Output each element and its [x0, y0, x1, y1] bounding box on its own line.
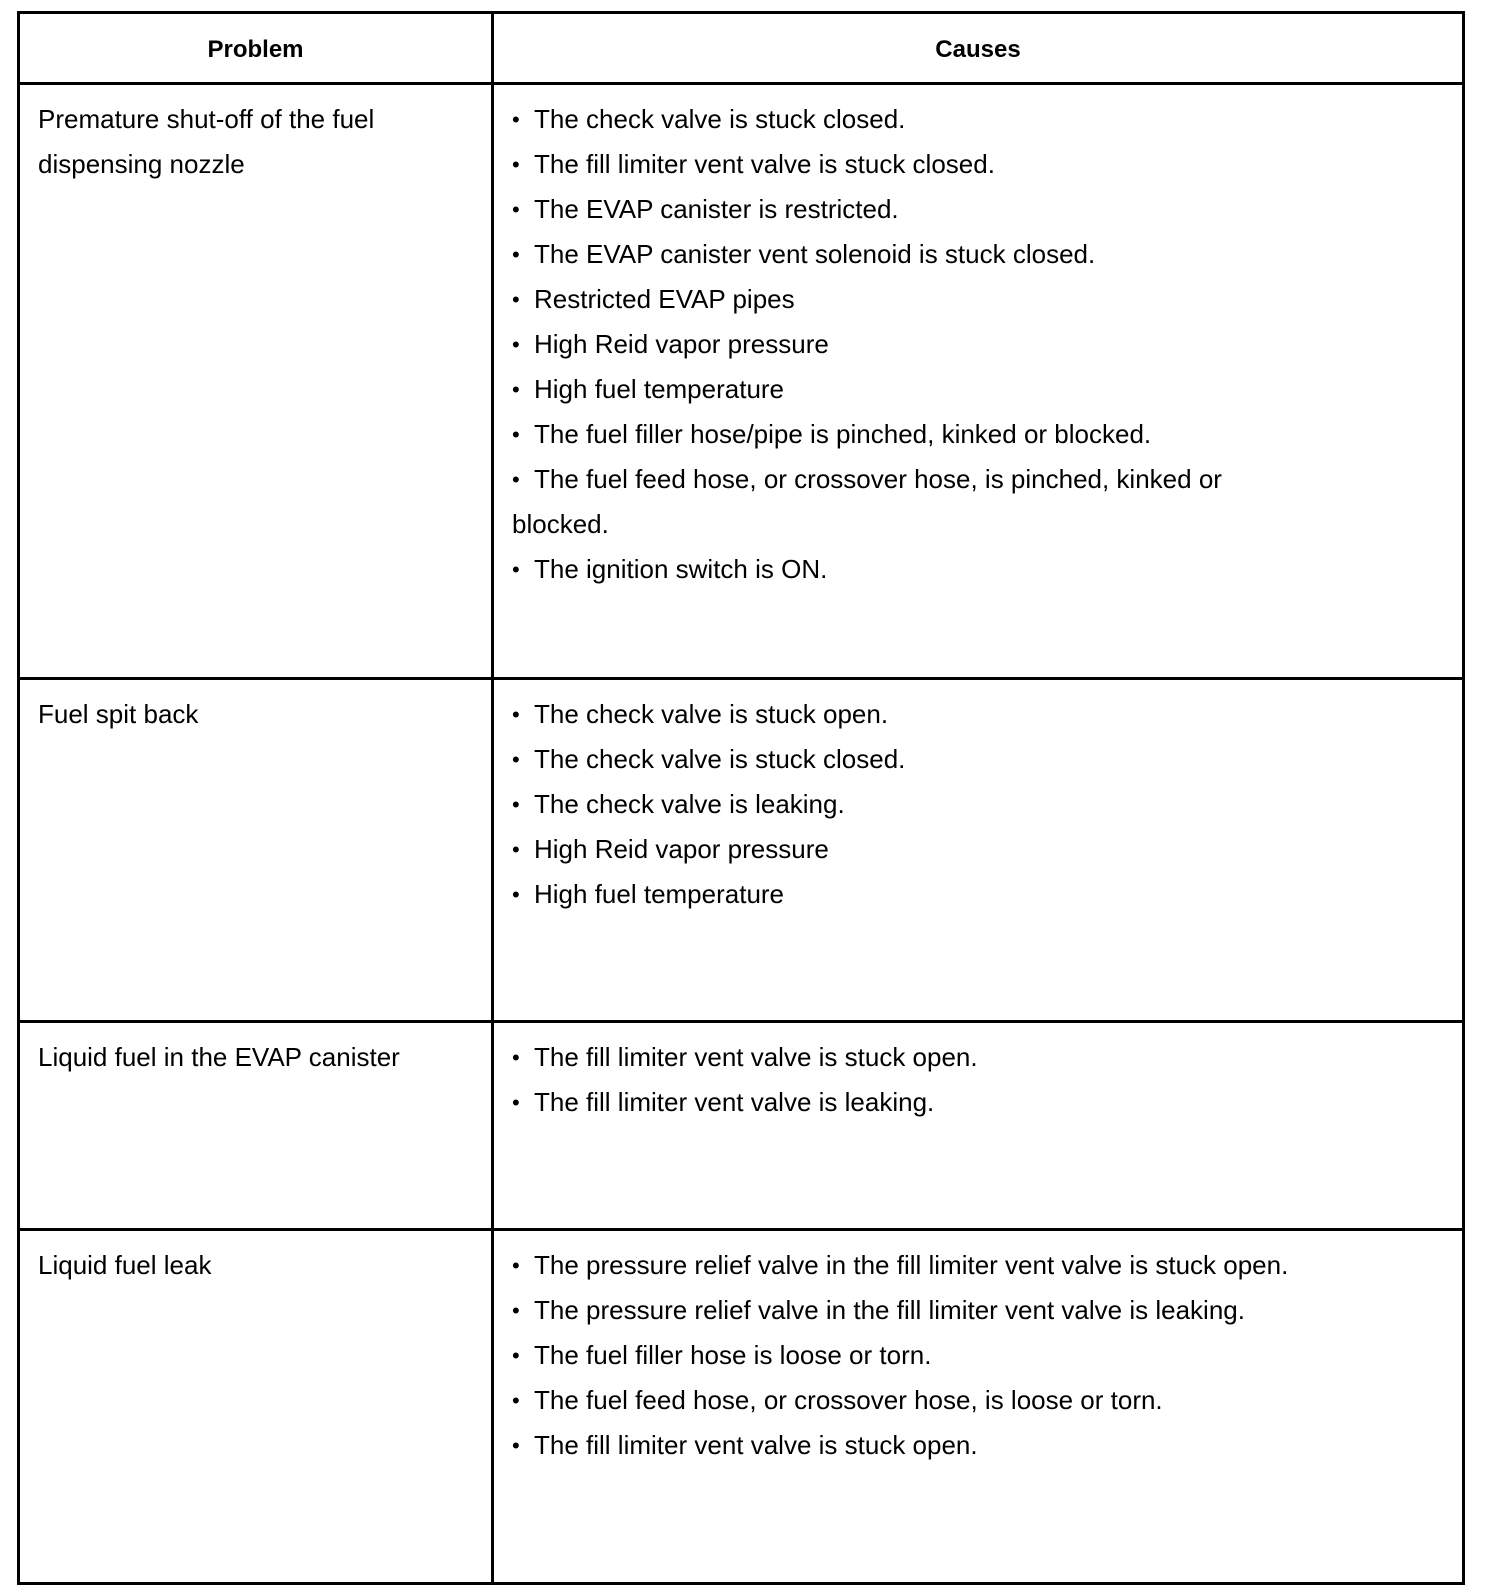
row-divider [17, 677, 1465, 680]
bullet-icon: • [512, 1253, 520, 1278]
bullet-icon: • [512, 107, 520, 132]
header-divider [17, 82, 1465, 85]
bullet-icon: • [512, 332, 520, 357]
bullet-icon: • [512, 837, 520, 862]
cause-item: • The fill limiter vent valve is leaking. [494, 1080, 1462, 1125]
cause-item: • The check valve is stuck closed. [494, 97, 1462, 142]
bullet-icon: • [512, 1343, 520, 1368]
cause-item: • High fuel temperature [494, 367, 1462, 412]
bullet-icon: • [512, 197, 520, 222]
bullet-icon: • [512, 242, 520, 267]
cause-item: • The ignition switch is ON. [494, 547, 1462, 592]
cause-item: • High Reid vapor pressure [494, 322, 1462, 367]
row-4-problem: Liquid fuel leak [38, 1250, 212, 1280]
cause-item: • The check valve is stuck open. [494, 692, 1462, 737]
row-2-causes [494, 692, 1462, 917]
row-2-problem: Fuel spit back [38, 699, 199, 729]
row-3-causes [494, 1035, 1462, 1125]
cause-item: • The fill limiter vent valve is stuck closed. [494, 142, 1462, 187]
bullet-icon: • [512, 422, 520, 447]
troubleshooting-table [17, 11, 1465, 1585]
bullet-icon: • [512, 747, 520, 772]
cause-item: • The EVAP canister is restricted. [494, 187, 1462, 232]
bullet-icon: • [512, 287, 520, 312]
cause-item: • High fuel temperature [494, 872, 1462, 917]
bullet-icon: • [512, 1298, 520, 1323]
cause-item: • The fill limiter vent valve is stuck open. [494, 1423, 1462, 1468]
bullet-icon: • [512, 882, 520, 907]
bullet-icon: • [512, 702, 520, 727]
cause-item: • The check valve is stuck closed. [494, 737, 1462, 782]
cause-item: • The check valve is leaking. [494, 782, 1462, 827]
cause-item: • The fuel feed hose, or crossover hose, is loose or torn. [494, 1378, 1462, 1423]
cause-item: • The pressure relief valve in the fill limiter vent valve is leaking. [494, 1288, 1462, 1333]
cause-item: • The fill limiter vent valve is stuck open. [494, 1035, 1462, 1080]
bullet-icon: • [512, 377, 520, 402]
row-3-problem: Liquid fuel in the EVAP canister [38, 1042, 400, 1072]
cause-item: • The pressure relief valve in the fill limiter vent valve is stuck open. [494, 1243, 1462, 1288]
cause-item: • The fuel feed hose, or crossover hose, is pinched, kinked or blocked. [494, 457, 1462, 547]
row-1-causes [494, 97, 1462, 592]
bullet-icon: • [512, 1388, 520, 1413]
bullet-icon: • [512, 792, 520, 817]
cause-item: • The fuel filler hose/pipe is pinched, kinked or blocked. [494, 412, 1462, 457]
header-causes: Causes [935, 35, 1021, 63]
row-4-causes [494, 1243, 1462, 1468]
cause-item: • Restricted EVAP pipes [494, 277, 1462, 322]
row-divider [17, 1020, 1465, 1023]
bullet-icon: • [512, 152, 520, 177]
cause-item: • The EVAP canister vent solenoid is stuck closed. [494, 232, 1462, 277]
cause-item: • The fuel filler hose is loose or torn. [494, 1333, 1462, 1378]
row-1-problem: Premature shut-off of the fuel dispensing nozzle [38, 104, 375, 179]
bullet-icon: • [512, 1433, 520, 1458]
bullet-icon: • [512, 557, 520, 582]
bullet-icon: • [512, 467, 520, 492]
cause-item: • High Reid vapor pressure [494, 827, 1462, 872]
row-divider [17, 1228, 1465, 1231]
bullet-icon: • [512, 1045, 520, 1070]
bullet-icon: • [512, 1090, 520, 1115]
header-problem: Problem [207, 35, 304, 63]
